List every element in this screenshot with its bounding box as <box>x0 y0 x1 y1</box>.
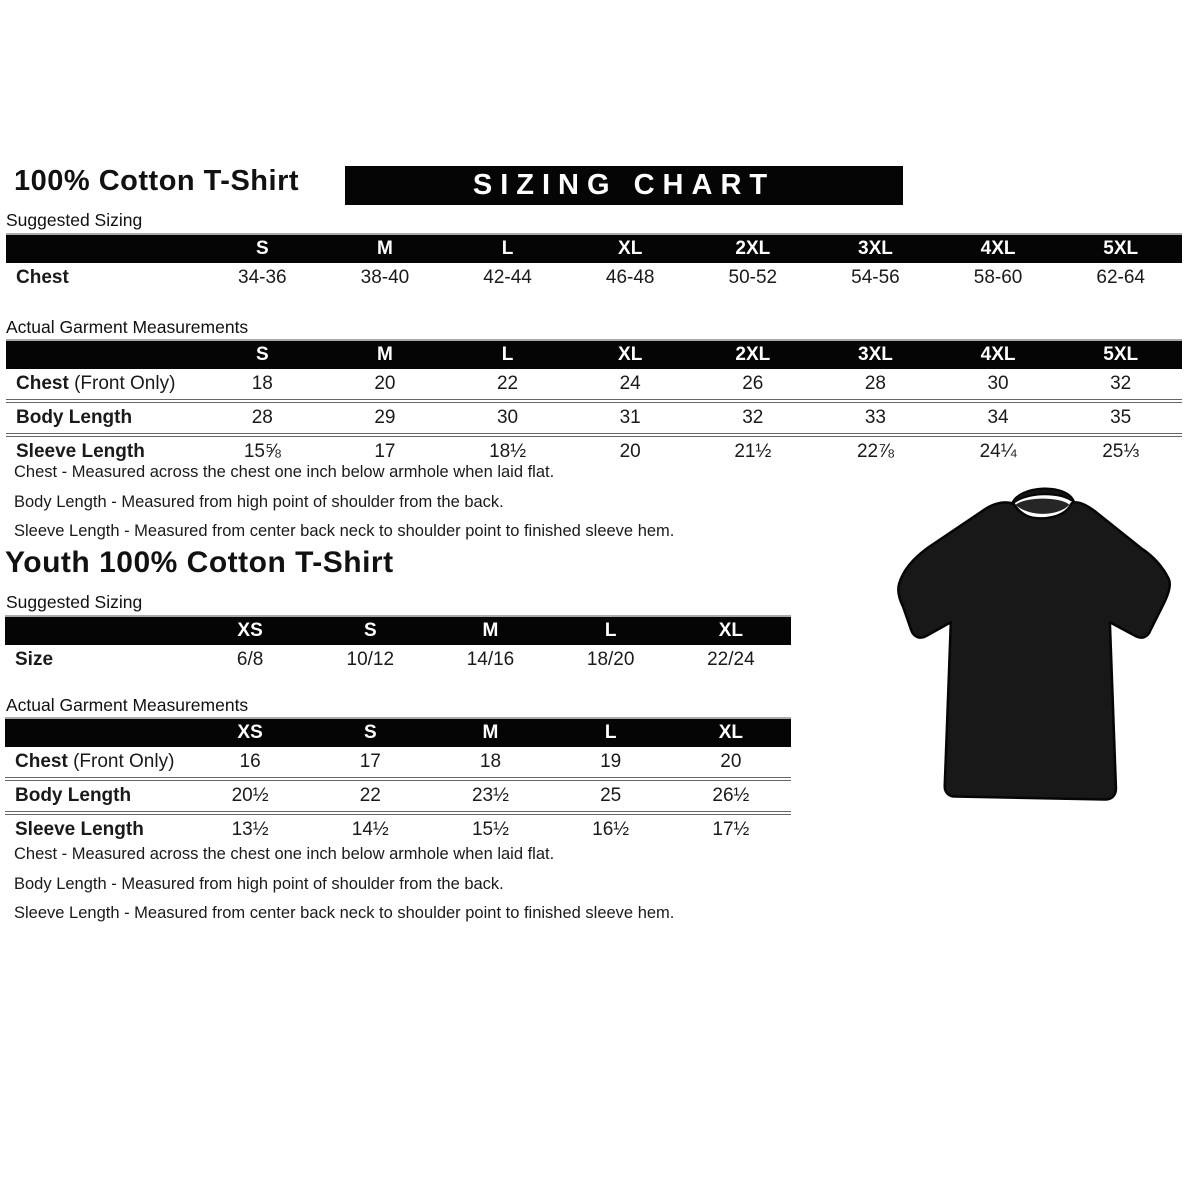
measurement-cell: 17 <box>324 435 447 467</box>
size-column-header: M <box>324 234 447 263</box>
measurement-cell: 15½ <box>430 813 550 845</box>
measurement-row <box>5 645 791 675</box>
measurement-cell: 22 <box>496 373 519 394</box>
measurement-cell: 24¼ <box>937 435 1060 467</box>
tshirt-neck-opening <box>1016 499 1070 514</box>
measurement-cell: 18 <box>251 373 273 394</box>
measurement-cell: 38-40 <box>360 267 410 288</box>
measurement-cell: 30 <box>446 401 569 435</box>
measurement-cell: 14/16 <box>466 649 515 670</box>
size-column-header: XL <box>569 340 692 369</box>
measurement-cell: 10/12 <box>346 649 395 670</box>
black-tshirt-image <box>888 470 1198 815</box>
size-column-header: L <box>551 616 671 645</box>
measurement-cell: 58-60 <box>973 267 1023 288</box>
header-corner-cell <box>6 340 201 369</box>
measurement-cell: 32 <box>1110 373 1132 394</box>
adult-suggested-sizing-table <box>6 233 1182 293</box>
row-label: Chest <box>16 267 69 288</box>
measurement-note-line: Chest - Measured across the chest one inch below armhole when laid flat. <box>14 463 555 481</box>
measurement-cell: 17½ <box>671 813 791 845</box>
measurement-cell: 22 <box>310 779 430 813</box>
measurement-note-line: Body Length - Measured from high point of shoulder from the back. <box>14 874 504 893</box>
row-label: Chest (Front Only) <box>15 751 175 772</box>
measurement-cell: 18 <box>479 751 502 772</box>
sizing-chart-banner: SIZING CHART <box>345 166 903 205</box>
size-column-header: 3XL <box>814 340 937 369</box>
size-column-header: XL <box>569 234 692 263</box>
measurement-cell: 19 <box>600 751 622 772</box>
size-column-header: 5XL <box>1059 234 1182 263</box>
measurement-cell: 17 <box>359 751 381 772</box>
size-column-header: 4XL <box>937 340 1060 369</box>
measurement-cell: 24 <box>619 373 641 394</box>
youth-suggested-sizing-label: Suggested Sizing <box>6 592 143 612</box>
measurement-cell: 54-56 <box>851 267 900 288</box>
row-label: Body Length <box>6 401 201 435</box>
header-corner-cell <box>6 234 201 263</box>
size-column-header: L <box>551 718 671 747</box>
size-column-header: 2XL <box>692 340 815 369</box>
measurement-cell: 46-48 <box>605 267 655 288</box>
measurement-cell: 33 <box>814 401 937 435</box>
row-label: Chest (Front Only) <box>16 373 176 394</box>
measurement-cell: 6/8 <box>236 649 264 670</box>
measurement-cell: 14½ <box>310 813 430 845</box>
measurement-cell: 20 <box>569 435 692 467</box>
measurement-cell: 22/24 <box>707 649 755 670</box>
measurement-cell: 26½ <box>671 779 791 813</box>
adult-actual-measurements-table <box>6 339 1182 467</box>
size-column-header: 5XL <box>1059 340 1182 369</box>
measurement-cell: 29 <box>324 401 447 435</box>
measurement-note-line: Sleeve Length - Measured from center back neck to shoulder point to finished sleeve hem. <box>14 904 675 922</box>
measurement-cell: 13½ <box>190 813 310 845</box>
measurement-cell: 16 <box>239 751 261 772</box>
measurement-row <box>6 401 1182 435</box>
measurement-cell: 25⅓ <box>1059 435 1182 467</box>
measurement-row <box>6 369 1182 401</box>
measurement-note-line: Chest - Measured across the chest one inch below armhole when laid flat. <box>14 845 555 863</box>
measurement-cell: 28 <box>201 401 324 435</box>
adult-suggested-sizing-label: Suggested Sizing <box>6 210 143 230</box>
measurement-cell: 34-36 <box>238 267 287 288</box>
row-label: Sleeve Length <box>5 813 190 845</box>
size-column-header: L <box>446 234 569 263</box>
measurement-cell: 21½ <box>692 435 815 467</box>
row-label: Size <box>15 649 54 670</box>
row-label: Body Length <box>5 779 190 813</box>
adult-measurement-notes <box>14 458 674 547</box>
measurement-row <box>6 263 1182 293</box>
size-column-header: 2XL <box>692 234 815 263</box>
size-column-header: XL <box>671 616 791 645</box>
measurement-cell: 23½ <box>430 779 550 813</box>
measurement-cell: 15⅝ <box>201 435 324 467</box>
measurement-note-line: Body Length - Measured from high point of shoulder from the back. <box>14 492 504 511</box>
measurement-cell: 20 <box>374 373 396 394</box>
size-column-header: S <box>201 234 324 263</box>
measurement-cell: 50-52 <box>728 267 778 288</box>
size-column-header: XL <box>671 718 791 747</box>
youth-suggested-sizing-table <box>5 615 791 675</box>
measurement-cell: 25 <box>551 779 671 813</box>
measurement-cell: 42-44 <box>483 267 532 288</box>
row-label: Sleeve Length <box>6 435 201 467</box>
measurement-note-line: Sleeve Length - Measured from center back neck to shoulder point to finished sleeve hem. <box>14 522 675 540</box>
measurement-row <box>5 747 791 779</box>
measurement-cell: 31 <box>569 401 692 435</box>
measurement-cell: 20 <box>720 751 742 772</box>
measurement-cell: 62-64 <box>1096 267 1145 288</box>
size-column-header: 3XL <box>814 234 937 263</box>
measurement-cell: 16½ <box>551 813 671 845</box>
size-column-header: S <box>201 340 324 369</box>
measurement-cell: 32 <box>692 401 815 435</box>
size-column-header: S <box>310 718 430 747</box>
header-corner-cell <box>5 616 190 645</box>
size-column-header: XS <box>190 718 310 747</box>
measurement-cell: 35 <box>1059 401 1182 435</box>
size-column-header: XS <box>190 616 310 645</box>
header-corner-cell <box>5 718 190 747</box>
size-column-header: M <box>430 616 550 645</box>
measurement-row <box>5 779 791 813</box>
adult-section-title: 100% Cotton T-Shirt <box>14 165 300 197</box>
measurement-cell: 18/20 <box>586 649 635 670</box>
measurement-cell: 26 <box>742 373 764 394</box>
size-column-header: L <box>446 340 569 369</box>
adult-actual-measurements-label: Actual Garment Measurements <box>6 317 249 337</box>
measurement-cell: 18½ <box>446 435 569 467</box>
size-column-header: 4XL <box>937 234 1060 263</box>
youth-section-title: Youth 100% Cotton T-Shirt <box>5 546 394 579</box>
youth-actual-measurements-label: Actual Garment Measurements <box>6 695 249 715</box>
youth-measurement-notes <box>14 840 674 929</box>
youth-actual-measurements-table <box>5 717 791 845</box>
measurement-cell: 30 <box>987 373 1009 394</box>
size-column-header: M <box>324 340 447 369</box>
measurement-cell: 34 <box>937 401 1060 435</box>
measurement-cell: 28 <box>864 373 886 394</box>
size-column-header: M <box>430 718 550 747</box>
size-column-header: S <box>310 616 430 645</box>
measurement-cell: 22⅞ <box>814 435 937 467</box>
measurement-cell: 20½ <box>190 779 310 813</box>
tshirt-body <box>898 502 1169 799</box>
